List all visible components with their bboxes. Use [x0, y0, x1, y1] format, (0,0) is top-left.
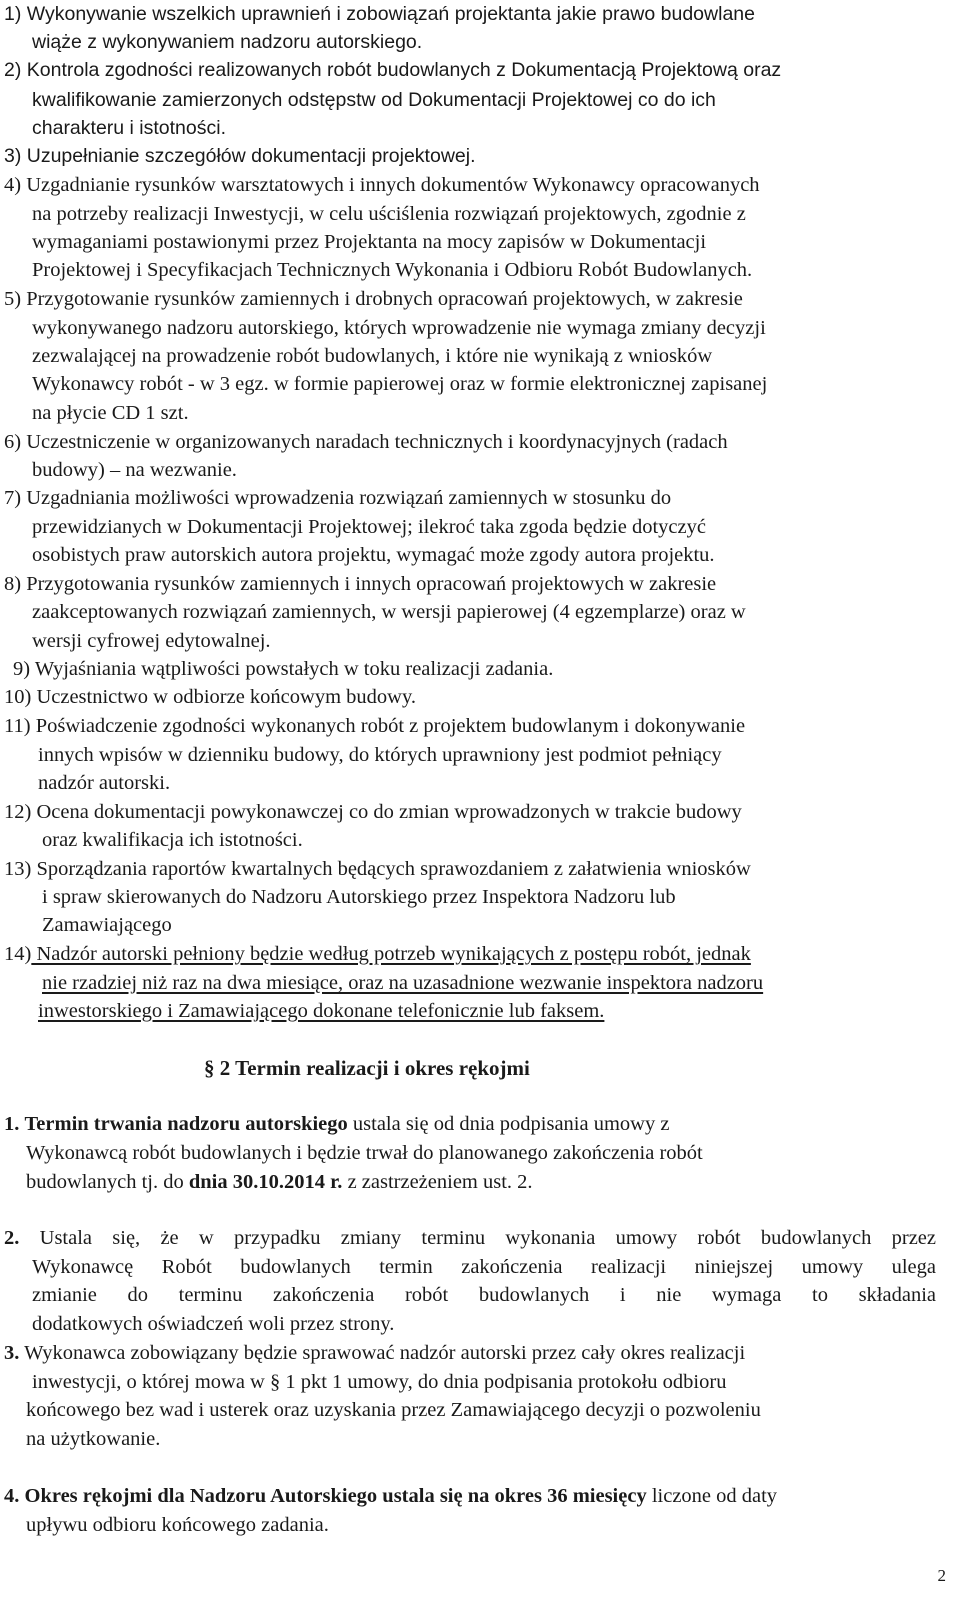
paragraph-number: 1.	[4, 1113, 20, 1135]
text-line: 13) Sporządzania raportów kwartalnych będących sprawozdaniem z załatwienia wniosków	[4, 858, 751, 880]
text-line: Projektowej i Specyfikacjach Technicznych Wykonania i Odbioru Robót Budowlanych.	[32, 259, 753, 281]
text-line: Wykonawcą robót budowlanych i będzie trwał do planowanego zakończenia robót	[26, 1142, 703, 1164]
text-line: 1) Wykonywanie wszelkich uprawnień i zobowiązań projektanta jakie prawo budowlane	[4, 3, 755, 25]
text-line: wersji cyfrowej edytowalnej.	[32, 630, 271, 652]
text-line: 12) Ocena dokumentacji powykonawczej co do zmian wprowadzonych w trakcie budowy	[4, 801, 742, 823]
text-line	[4, 1484, 777, 1508]
text-line: Wykonawcę Robót budowlanych termin zakończenia realizacji niniejszej umowy ulega	[32, 1256, 936, 1278]
text-span: liczone od daty	[646, 1485, 778, 1507]
text-line: oraz kwalifikacja ich istotności.	[42, 829, 303, 851]
text-line: 7) Uzgadniania możliwości wprowadzenia rozwiązań zamiennych w stosunku do	[4, 487, 672, 509]
text-line: 11) Poświadczenie zgodności wykonanych robót z projektem budowlanym i dokonywanie	[4, 715, 746, 737]
page-number: 2	[937, 1566, 946, 1585]
text-line: na potrzeby realizacji Inwestycji, w celu uściślenia rozwiązań projektowych, zgodnie z	[32, 203, 746, 225]
text-line: przewidzianych w Dokumentacji Projektowej; ilekroć taka zgoda będzie dotyczyć	[32, 516, 706, 538]
text-span: Wykonawca zobowiązany będzie sprawować nadzór autorski przez cały okres realizacji	[19, 1342, 746, 1364]
text-line: budowy) – na wezwanie.	[32, 459, 237, 481]
text-line: 6) Uczestniczenie w organizowanych naradach technicznych i koordynacyjnych (radach	[4, 431, 728, 453]
text-line: innych wpisów w dzienniku budowy, do których uprawniony jest podmiot pełniący	[38, 744, 722, 766]
paragraph-number: 4.	[4, 1485, 20, 1507]
text-line: 4) Uzgadnianie rysunków warsztatowych i innych dokumentów Wykonawcy opracowanych	[4, 174, 760, 196]
bold-lead: Termin trwania nadzoru autorskiego	[24, 1113, 348, 1135]
text-line: Wykonawcy robót - w 3 egz. w formie papierowej oraz w formie elektronicznej zapisanej	[32, 373, 768, 395]
section-heading: § 2 Termin realizacji i okres rękojmi	[204, 1056, 530, 1080]
text-line	[26, 1170, 533, 1194]
text-span: budowlanych tj. do	[26, 1171, 189, 1193]
text-line: 5) Przygotowanie rysunków zamiennych i drobnych opracowań projektowych, w zakresie	[4, 288, 743, 310]
text-line: i spraw skierowanych do Nadzoru Autorskiego przez Inspektora Nadzoru lub	[42, 886, 676, 908]
text-span: ustala się od dnia podpisania umowy z	[347, 1113, 670, 1135]
text-line: dodatkowych oświadczeń woli przez strony.	[32, 1313, 395, 1335]
deadline-date: dnia 30.10.2014 r.	[188, 1171, 343, 1193]
text-line: wykonywanego nadzoru autorskiego, których wprowadzenie nie wymaga zmiany decyzji	[32, 317, 766, 339]
text-line: zmianie do terminu zakończenia robót budowlanych i nie wymaga to składania	[32, 1284, 936, 1306]
paragraph-number: 3.	[4, 1342, 20, 1364]
underlined-text: nie rzadziej niż raz na dwa miesiące, oraz na uzasadnione wezwanie inspektora nadzoru	[42, 972, 764, 994]
text-line: zezwalającej na prowadzenie robót budowlanych, i które nie wynikają z wniosków	[32, 345, 713, 367]
text-line: charakteru i istotności.	[32, 117, 227, 139]
text-line: wymaganiami postawionymi przez Projektanta na mocy zapisów w Dokumentacji	[32, 231, 707, 253]
text-line: kwalifikowanie zamierzonych odstępstw od Dokumentacji Projektowej co do ich	[32, 89, 716, 111]
text-line: 9) Wyjaśniania wątpliwości powstałych w toku realizacji zadania.	[13, 658, 554, 680]
item-number: 14)	[4, 943, 32, 965]
text-line	[4, 942, 751, 966]
text-line: 3) Uzupełnianie szczegółów dokumentacji projektowej.	[4, 145, 476, 167]
text-line	[4, 1341, 745, 1365]
underlined-text: inwestorskiego i Zamawiającego dokonane telefonicznie lub faksem.	[38, 1000, 605, 1022]
text-line: 2) Kontrola zgodności realizowanych robót budowlanych z Dokumentacją Projektową oraz	[4, 59, 782, 81]
text-line: upływu odbioru końcowego zadania.	[26, 1514, 329, 1536]
text-line: na płycie CD 1 szt.	[32, 402, 189, 424]
text-span: Ustala się, że w przypadku zmiany terminu wykonania umowy robót budowlanych przez	[19, 1227, 936, 1249]
text-line: osobistych praw autorskich autora projektu, wymagać może zgody autora projektu.	[32, 544, 715, 566]
paragraph-number: 2.	[4, 1227, 20, 1249]
text-line: inwestycji, o której mowa w § 1 pkt 1 umowy, do dnia podpisania protokołu odbioru	[32, 1371, 727, 1393]
text-line: końcowego bez wad i usterek oraz uzyskania przez Zamawiającego decyzji o pozwoleniu	[26, 1399, 761, 1421]
text-line: na użytkowanie.	[26, 1428, 161, 1450]
underlined-text: Nadzór autorski pełniony będzie według potrzeb wynikających z postępu robót, jednak	[31, 943, 751, 965]
bold-text: Okres rękojmi dla Nadzoru Autorskiego ustala się na okres 36 miesięcy	[19, 1485, 647, 1507]
text-line	[4, 1112, 669, 1136]
text-line: Zamawiającego	[42, 914, 172, 936]
text-line: nadzór autorski.	[38, 772, 171, 794]
text-span: z zastrzeżeniem ust. 2.	[342, 1171, 533, 1193]
text-line: wiąże z wykonywaniem nadzoru autorskiego.	[32, 31, 423, 53]
text-line: 8) Przygotowania rysunków zamiennych i innych opracowań projektowych w zakresie	[4, 573, 717, 595]
text-line	[4, 1226, 936, 1250]
text-line: zaakceptowanych rozwiązań zamiennych, w wersji papierowej (4 egzemplarze) oraz w	[32, 601, 746, 623]
text-line: 10) Uczestnictwo w odbiorze końcowym budowy.	[4, 686, 416, 708]
